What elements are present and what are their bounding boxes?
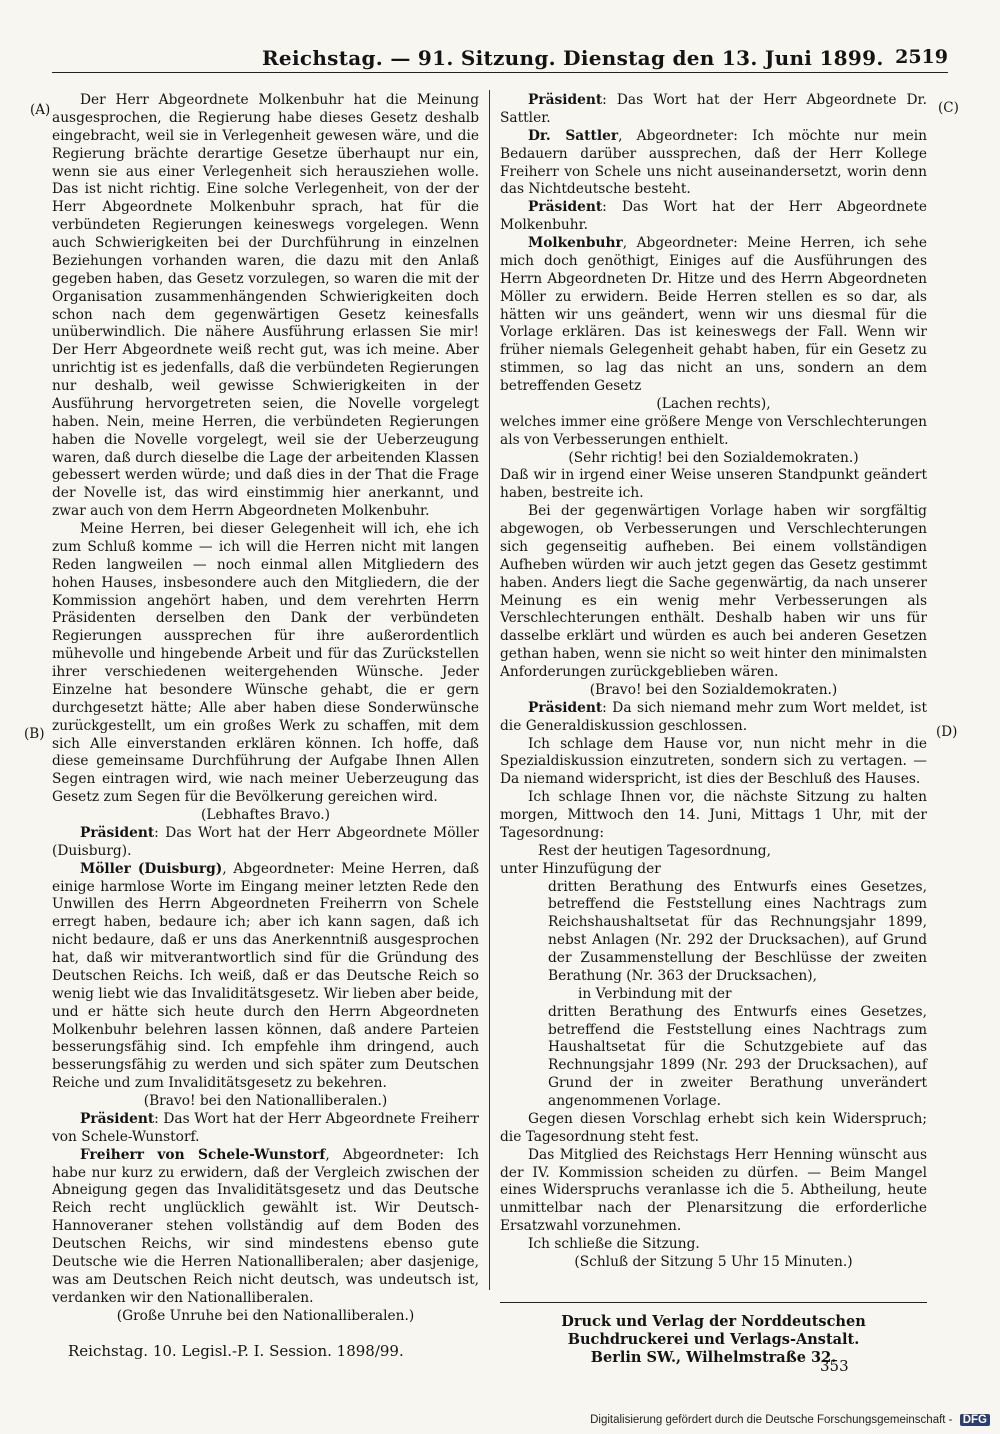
interjection: (Bravo! bei den Nationalliberalen.) [143, 1093, 388, 1109]
speaker-paragraph: Freiherr von Schele-Wunstorf, Abgeordneter: Ich habe nur kurz zu erwidern, daß der Vergleich zwischen der Abneigung gegen das Invaliditätsgesetz und das Deutsche Reich recht unglücklich gewählt ist. Wir Deutsch-Hannoveraner stehen vollständig auf dem Boden des Deutschen Reichs, wir sind mindestens ebenso gute Deutsche wie die Herren Nationalliberalen; aber dasjenige, was am Deutschen Reich nicht deutsch, was undeutsch ist, verdanken wir den Nationalliberalen. [52, 1146, 479, 1306]
page-number: 2519 [895, 46, 948, 68]
agenda-item: Rest der heutigen Tagesordnung, [538, 842, 771, 859]
margin-mark-c: (C) [938, 100, 959, 116]
speaker-name: Dr. Sattler [528, 127, 619, 144]
speaker-paragraph: Präsident: Das Wort hat der Herr Abgeordnete Dr. Sattler. [500, 92, 927, 126]
page-header [52, 44, 948, 73]
paragraph: Daß wir in irgend einer Weise unseren Standpunkt geändert haben, bestreite ich. [500, 467, 927, 502]
interjection: (Bravo! bei den Sozialdemokraten.) [589, 681, 838, 698]
margin-mark-d: (D) [936, 724, 958, 740]
dfg-logo: DFG [960, 1414, 990, 1426]
paragraph: Ich schlage dem Hause vor, nun nicht mehr in die Spezialdiskussion einzutreten, sondern sich zu vertagen. — Da niemand widerspricht, ist dies der Beschluß des Hauses. [500, 735, 927, 788]
margin-mark-a: (A) [30, 102, 51, 118]
margin-mark-b: (B) [24, 726, 45, 742]
left-column [52, 92, 479, 1325]
agenda-connector: in Verbindung mit der [578, 985, 732, 1002]
speaker-paragraph: Möller (Duisburg), Abgeordneter: Meine Herren, daß einige harmlose Worte im Eingang meiner letzten Rede den Unwillen des Herrn Abgeordneten Freiherrn von Schele erregt haben, bedaure ich; aber ich kann sagen, daß ich nicht bedaure, daß er uns das Anerkenntniß ausgesprochen hat, daß wir mitverantwortlich sind für die Gründung des Deutschen Reichs. Ich weiß, daß er das Deutsche Reich so wenig liebt wie das Invaliditätsgesetz. Wir lieben aber beide, und er hätte sich heute durch den Herrn Abgeordneten Molkenbuhr belehren lassen können, daß andere Parteien besserungsfähig sind. Ich empfehle ihm dringend, auch besserungsfähig zu werden und sich später zum Deutschen Reiche und zum Invaliditätsgesetz zu bekehren. [52, 860, 480, 1092]
agenda-connector: unter Hinzufügung der [500, 860, 661, 877]
paragraph: Der Herr Abgeordnete Molkenbuhr hat die Meinung ausgesprochen, die Regierung habe dieses Gesetz deshalb eingebracht, weil sie in Verlegenheit gewesen wäre, und die Regierung brächte derartige Gesetze überhaupt nur ein, wenn sie aus einer Verlegenheit sich herausziehen wolle. Das ist nicht richtig. Eine solche Verlegenheit, von der der Herr Abgeordnete Molkenbuhr sprach, hat für die verbündeten Regierungen keineswegs vorgelegen. Wenn auch Schwierigkeiten bei der Durchführung in einzelnen Beziehungen vorhanden waren, die dazu mit den Anlaß gegeben haben, das Gesetz vorzulegen, so waren die mit der Organisation zusammenhängenden Schwierigkeiten doch schon nach dem gegenwärtigen Gesetz keinesfalls unüberwindlich. Die nähere Ausführung erlassen Sie mir! Der Herr Abgeordnete weiß recht gut, was ich meine. Aber unrichtig ist es jedenfalls, daß die verbündeten Regierungen nur deshalb, weil gewisse Schwierigkeiten in der Ausführung hervorgetreten seien, die Novelle vorgelegt haben. Nein, meine Herren, die verbündeten Regierungen haben die Novelle vorgelegt, weil sie der Ueberzeugung waren, daß durch dieselbe die Lage der arbeitenden Klassen gebessert werden würde; und daß dies in der That die Frage der Novelle ist, das wird einstimmig hier anerkannt, und zwar auch von dem Herrn Abgeordneten Molkenbuhr. [52, 92, 479, 520]
speaker-paragraph: Dr. Sattler, Abgeordneter: Ich möchte nur mein Bedauern darüber aussprechen, daß der Herr Kollege Freiherr von Schele uns nicht auseinandersetzt, worin denn das Nichtdeutsche besteht. [500, 127, 927, 198]
interjection: (Lebhaftes Bravo.) [200, 807, 331, 823]
paragraph: Das Mitglied des Reichstags Herr Henning wünscht aus der IV. Kommission scheiden zu dürfen. — Beim Mangel eines Widerspruchs veranlasse ich die 5. Abtheilung, heute unmittelbar nach der Plenarsitzung die erforderliche Ersatzwahl vorzunehmen. [500, 1146, 927, 1235]
right-column [500, 92, 927, 1272]
printer-signature: 353 [820, 1357, 849, 1375]
paragraph: Bei der gegenwärtigen Vorlage haben wir sorgfältig abgewogen, ob Verbesserungen und Verschlechterungen sich gegenseitig aufheben. Bei einem vollständigen Aufheben würden wir auch jetzt gegen das Gesetz gestimmt haben. Anders liegt die Sache gegenwärtig, da nach unserer Meinung es ein wenig mehr Verbesserungen als Verschlechterungen enthält. Deshalb haben wir uns für dasselbe erklärt und würden es auch bei anderen Gesetzen gethan haben, wenn sie nicht so weit hinter den minimalsten Anforderungen zurückgeblieben wären. [500, 503, 927, 680]
agenda-item: dritten Berathung des Entwurfs eines Gesetzes, betreffend die Feststellung eines Nachtrags zum Haushaltsetat für die Schutzgebiete auf das Rechnungsjahr 1899 (Nr. 293 der Drucksachen), auf Grund der in zweiter Berathung unverändert angenommenen Vorlage. [548, 1003, 927, 1109]
interjection: (Große Unruhe bei den Nationalliberalen.) [116, 1307, 415, 1324]
interjection: (Sehr richtig! bei den Sozialdemokraten.) [568, 449, 859, 466]
printer-imprint [500, 1302, 927, 1367]
printer-address: Berlin SW., Wilhelmstraße 32. [590, 1349, 837, 1366]
paragraph: Ich schließe die Sitzung. [528, 1236, 700, 1252]
speaker-name: Präsident [80, 1110, 155, 1127]
running-title: Reichstag. — 91. Sitzung. Dienstag den 13. Juni 1899. [262, 46, 884, 70]
speaker-name: Freiherr von Schele-Wunstorf [80, 1146, 326, 1163]
paragraph: Gegen diesen Vorschlag erhebt sich kein Widerspruch; die Tagesordnung steht fest. [500, 1110, 927, 1145]
speaker-paragraph: Präsident: Das Wort hat der Herr Abgeordnete Molkenbuhr. [500, 199, 927, 234]
paragraph: Ich schlage Ihnen vor, die nächste Sitzung zu halten morgen, Mittwoch den 14. Juni, Mittags 1 Uhr, mit der Tagesordnung: [500, 789, 927, 841]
speaker-name: Präsident [528, 199, 603, 216]
speaker-paragraph: Präsident: Das Wort hat der Herr Abgeordnete Möller (Duisburg). [52, 824, 479, 859]
digitization-text: Digitalisierung gefördert durch die Deutsche Forschungsgemeinschaft - [590, 1414, 953, 1426]
speaker-paragraph: Molkenbuhr, Abgeordneter: Meine Herren, ich sehe mich doch genöthigt, Einiges auf die Ausführungen des Herrn Abgeordneten Dr. Hitze und des Herrn Abgeordneten Möller zu erwidern. Beide Herren stellen es so dar, als hätten wir uns geändert, wenn wir uns diesmal für die Vorlage erklären. Das ist keineswegs der Fall. Wenn wir früher niemals Gelegenheit gehabt haben, für ein Gesetz zu stimmen, so lag das nicht an uns, sondern an dem betreffenden Gesetz [500, 235, 927, 394]
paragraph: welches immer eine größere Menge von Verschlechterungen als von Verbesserungen enthielt. [500, 413, 927, 448]
speaker-name: Präsident [80, 824, 155, 841]
digitization-credit [590, 1414, 990, 1426]
interjection: (Schluß der Sitzung 5 Uhr 15 Minuten.) [574, 1253, 853, 1270]
agenda-item: dritten Berathung des Entwurfs eines Gesetzes, betreffend die Feststellung eines Nachtrags zum Reichshaushaltsetat für das Rechnungsjahr 1899, nebst Anlagen (Nr. 292 der Drucksachen), auf Grund der Zusammenstellung der Beschlüsse der zweiten Berathung (Nr. 363 der Drucksachen), [548, 878, 927, 984]
printer-line: Druck und Verlag der Norddeutschen Buchdruckerei und Verlags-Anstalt. [561, 1313, 866, 1348]
speaker-paragraph: Präsident: Das Wort hat der Herr Abgeordnete Freiherr von Schele-Wunstorf. [52, 1110, 479, 1145]
interjection: (Lachen rechts), [656, 395, 771, 412]
column-divider [489, 90, 490, 1290]
speaker-name: Molkenbuhr [528, 235, 623, 251]
speaker-name: Präsident [528, 92, 603, 108]
session-footer: Reichstag. 10. Legisl.-P. I. Session. 1898/99. [68, 1342, 404, 1360]
speaker-paragraph: Präsident: Da sich niemand mehr zum Wort meldet, ist die Generaldiskussion geschlossen. [500, 699, 927, 734]
speaker-name: Möller (Duisburg) [80, 860, 223, 877]
speaker-name: Präsident [528, 699, 603, 716]
paragraph: Meine Herren, bei dieser Gelegenheit will ich, ehe ich zum Schluß komme — ich will die Herren nicht mit langen Reden langweilen — noch einmal allen Mitgliedern des hohen Hauses, insbesondere auch den Mitgliedern, die der Kommission angehört haben, und dem verehrten Herrn Präsidenten derselben den Dank der verbündeten Regierungen aussprechen für ihre außerordentlich mühevolle und hingebende Arbeit und für das Zurückstellen ihrer verschiedenen weitergehenden Wünsche. Jeder Einzelne hat besondere Wünsche gehabt, die er gern durchgesetzt hätte; Alle aber haben diese Sonderwünsche zurückgestellt, um ein großes Werk zu schaffen, mit dem sich Alle einverstanden erklären können. Ich hoffe, daß diese gemeinsame Durchführung der Aufgabe Ihnen Allen Segen eintragen wird, wie nach meiner Ueberzeugung das Gesetz zum Segen für die Bevölkerung gereichen wird. [52, 521, 479, 806]
